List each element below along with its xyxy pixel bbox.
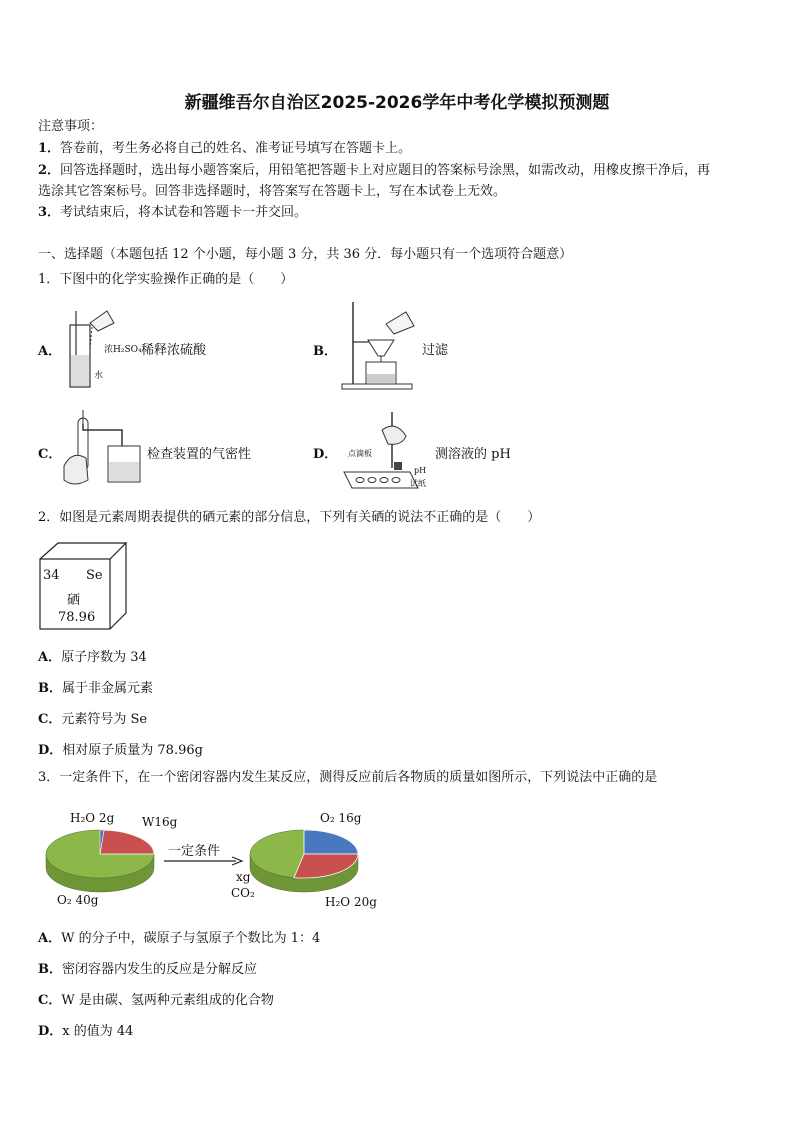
- label-test-paper: 试纸: [410, 479, 426, 488]
- q1-option-c-letter: C．: [38, 447, 62, 462]
- q1-option-a-text: 稀释浓硫酸: [141, 343, 207, 358]
- q2-option-c: C．元素符号为 Se: [38, 712, 148, 727]
- label-ph: pH: [414, 466, 427, 475]
- notice-item: 选涂其它答案标号。回答非选择题时，将答案写在答题卡上，写在本试卷上无效。: [38, 184, 507, 199]
- before-o2-label: O₂ 40g: [57, 893, 99, 907]
- q2-option-b: B．属于非金属元素: [38, 681, 154, 696]
- element-symbol: Se: [86, 568, 103, 583]
- q3-option-d: D．x 的值为 44: [38, 1024, 134, 1039]
- arrow-icon: [162, 856, 244, 866]
- before-w-label: W16g: [142, 815, 178, 829]
- after-xg-label: xg: [236, 870, 251, 884]
- airtightness-diagram: [62, 410, 150, 490]
- notice-item: 3．考试结束后，将本试卷和答题卡一并交回。: [38, 205, 308, 220]
- notice-header: 注意事项：: [38, 119, 104, 134]
- label-spot-plate: 点滴板: [348, 449, 372, 458]
- page-title: 新疆维吾尔自治区2025-2026学年中考化学模拟预测题: [184, 93, 610, 113]
- q2-option-d: D．相对原子质量为 78.96g: [38, 743, 203, 758]
- notice-item: 2．回答选择题时，选出每小题答案后，用铅笔把答题卡上对应题目的答案标号涂黑，如需改动，用橡皮擦干净后，再: [38, 163, 711, 178]
- atomic-mass: 78.96: [58, 610, 96, 625]
- before-h2o-label: H₂O 2g: [70, 811, 115, 825]
- after-pie: [248, 826, 360, 896]
- q3-option-c: C．W 是由碳、氢两种元素组成的化合物: [38, 993, 274, 1008]
- after-o2-label: O₂ 16g: [320, 811, 362, 825]
- before-pie: [44, 826, 156, 896]
- atomic-number: 34: [43, 568, 60, 583]
- filtration-diagram: [340, 300, 420, 392]
- q2-option-a: A．原子序数为 34: [38, 650, 147, 665]
- q1-option-b-letter: B．: [313, 344, 337, 359]
- after-co2-label: CO₂: [231, 886, 255, 900]
- q3-option-a: A．W 的分子中，碳原子与氢原子个数比为 1：4: [38, 931, 321, 946]
- arrow-label: 一定条件: [168, 844, 221, 859]
- label-h2so4: 浓H₂SO₄: [104, 345, 142, 355]
- q1-option-b-text: 过滤: [422, 343, 449, 358]
- element-name: 硒: [67, 593, 81, 608]
- after-h2o-label: H₂O 20g: [325, 895, 377, 909]
- q1-option-d-text: 测溶液的 pH: [435, 447, 511, 462]
- section-heading: 一、选择题（本题包括 12 个小题，每小题 3 分，共 36 分．每小题只有一个选项符合题意）: [38, 247, 573, 262]
- q2-stem: 2．如图是元素周期表提供的硒元素的部分信息，下列有关硒的说法不正确的是（ ）: [38, 510, 541, 525]
- q3-stem: 3．一定条件下，在一个密闭容器内发生某反应，测得反应前后各物质的质量如图所示，下列说法中正确的是: [38, 770, 658, 785]
- q1-option-d-letter: D．: [313, 447, 338, 462]
- notice-item: 1．答卷前，考生务必将自己的姓名、准考证号填写在答题卡上。: [38, 141, 412, 156]
- q1-option-a-letter: A．: [38, 344, 62, 359]
- q1-option-c-text: 检查装置的气密性: [147, 447, 252, 462]
- q1-stem: 1．下图中的化学实验操作正确的是（ ）: [38, 272, 294, 287]
- label-water: 水: [94, 371, 104, 381]
- q3-option-b: B．密闭容器内发生的反应是分解反应: [38, 962, 258, 977]
